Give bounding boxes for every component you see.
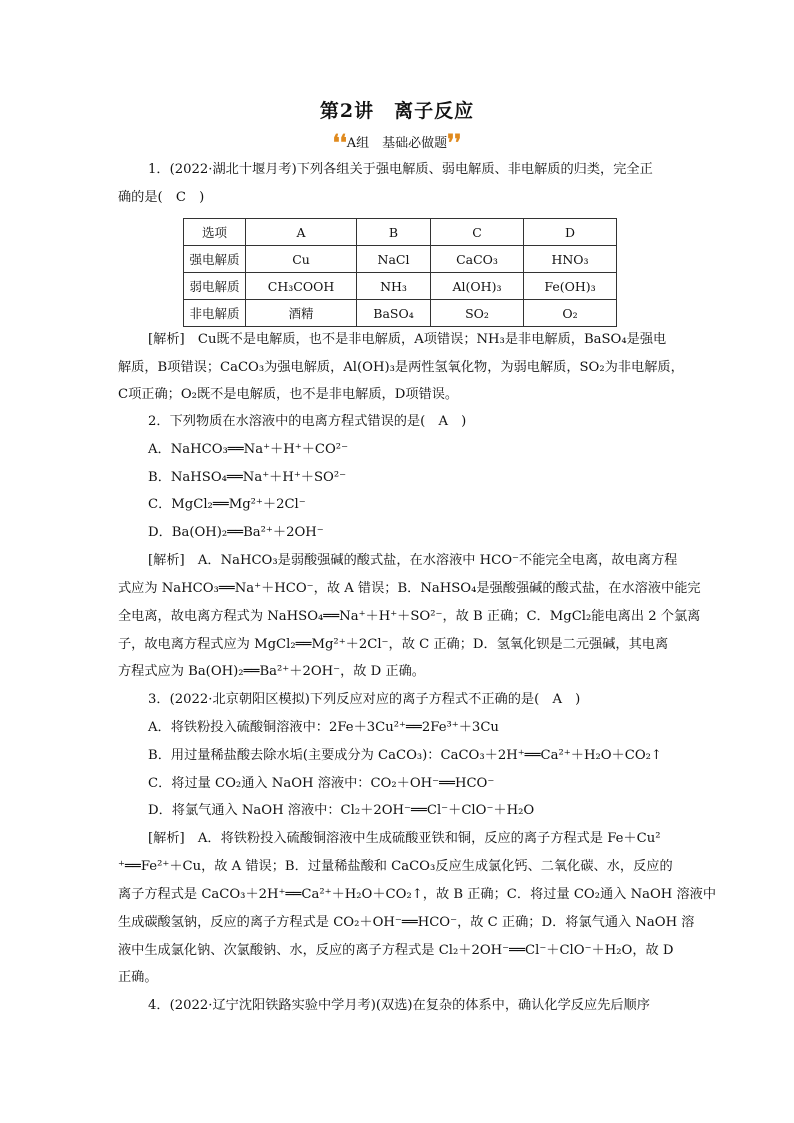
q3-analysis-line: 液中生成氯化钠、次氯酸钠、水，反应的离子方程式是 Cl₂＋2OH⁻══Cl⁻＋ClO⁻＋H₂O，故 D: [118, 943, 674, 958]
page-title: 第2讲 离子反应: [319, 100, 475, 122]
table-cell: 选项: [184, 219, 246, 246]
table-row: [184, 273, 617, 300]
table-cell: Al(OH)₃: [431, 273, 524, 300]
table-cell: 非电解质: [184, 300, 246, 327]
q1-stem-line1: 1．(2022·湖北十堰月考)下列各组关于强电解质、弱电解质、非电解质的归类，完全正: [148, 162, 653, 177]
table-cell: CaCO₃: [431, 246, 524, 273]
table-cell: 酒精: [246, 300, 357, 327]
table-cell: Fe(OH)₃: [524, 273, 617, 300]
table-cell: CH₃COOH: [246, 273, 357, 300]
table-cell: 强电解质: [184, 246, 246, 273]
q2-analysis-line: 全电离，故电离方程式为 NaHSO₄══Na⁺＋H⁺＋SO²⁻，故 B 正确；C．MgCl₂能电离出 2 个氯离: [118, 609, 701, 624]
q4-stem: 4．(2022·辽宁沈阳铁路实验中学月考)(双选)在复杂的体系中，确认化学反应先后顺序: [148, 998, 650, 1013]
q2-option-a: A．NaHCO₃══Na⁺＋H⁺＋CO²⁻: [148, 442, 349, 457]
table-cell: 弱电解质: [184, 273, 246, 300]
q1-analysis-line: [解析] Cu既不是电解质，也不是非电解质，A项错误；NH₃是非电解质，BaSO₄是强电: [148, 332, 667, 347]
q3-option-b: B．用过量稀盐酸去除水垢(主要成分为 CaCO₃)：CaCO₃＋2H⁺══Ca²⁺＋H₂O＋CO₂↑: [148, 748, 662, 763]
q3-analysis-line: 离子方程式是 CaCO₃＋2H⁺══Ca²⁺＋H₂O＋CO₂↑，故 B 正确；C．将过量 CO₂通入 NaOH 溶液中: [118, 887, 717, 902]
table-cell: Cu: [246, 246, 357, 273]
q3-analysis-line: [解析] A．将铁粉投入硫酸铜溶液中生成硫酸亚铁和铜，反应的离子方程式是 Fe＋Cu²: [148, 831, 661, 846]
table-cell: B: [357, 219, 431, 246]
q2-option-c: C．MgCl₂══Mg²⁺＋2Cl⁻: [148, 497, 306, 512]
table-cell: A: [246, 219, 357, 246]
q2-option-d: D．Ba(OH)₂══Ba²⁺＋2OH⁻: [148, 525, 324, 540]
q3-option-a: A．将铁粉投入硫酸铜溶液中：2Fe＋3Cu²⁺══2Fe³⁺＋3Cu: [148, 720, 499, 735]
table-cell: BaSO₄: [357, 300, 431, 327]
table-cell: SO₂: [431, 300, 524, 327]
table-row: [184, 246, 617, 273]
q1-stem-line2: 确的是( C ): [118, 190, 205, 205]
q3-analysis-line: 正确。: [118, 970, 158, 985]
q3-option-c: C．将过量 CO₂通入 NaOH 溶液中：CO₂＋OH⁻══HCO⁻: [148, 776, 495, 791]
close-quote-icon: ❜❜: [447, 130, 462, 156]
table-cell: NaCl: [357, 246, 431, 273]
table-header-row: [184, 219, 617, 246]
table-cell: C: [431, 219, 524, 246]
q2-analysis-line: 式应为 NaHCO₃══Na⁺＋HCO⁻，故 A 错误；B．NaHSO₄是强酸强碱的酸式盐，在水溶液中能完: [118, 581, 701, 596]
table-cell: HNO₃: [524, 246, 617, 273]
group-label: A组 基础必做题: [346, 136, 448, 151]
q2-stem: 2．下列物质在水溶液中的电离方程式错误的是( A ): [148, 414, 467, 429]
q2-analysis-line: 方程式应为 Ba(OH)₂══Ba²⁺＋2OH⁻，故 D 正确。: [118, 664, 425, 679]
q3-option-d: D．将氯气通入 NaOH 溶液中：Cl₂＋2OH⁻══Cl⁻＋ClO⁻＋H₂O: [148, 803, 535, 818]
q2-analysis-line: [解析] A．NaHCO₃是弱酸强碱的酸式盐，在水溶液中 HCO⁻不能完全电离，故电离方程: [148, 553, 678, 568]
q2-option-b: B．NaHSO₄══Na⁺＋H⁺＋SO²⁻: [148, 470, 347, 485]
q1-analysis-line: C项正确；O₂既不是电解质，也不是非电解质，D项错误。: [118, 387, 459, 402]
table-row: [184, 300, 617, 327]
group-banner: [0, 130, 794, 156]
q1-options-table: [183, 218, 617, 327]
q3-analysis-line: ⁺══Fe²⁺＋Cu，故 A 错误；B．过量稀盐酸和 CaCO₃反应生成氯化钙、二氧化碳、水，反应的: [118, 859, 673, 874]
q1-analysis-line: 解质，B项错误；CaCO₃为强电解质，Al(OH)₃是两性氢氧化物，为弱电解质，SO₂为非电解质，: [118, 360, 684, 375]
q2-analysis-line: 子，故电离方程式应为 MgCl₂══Mg²⁺＋2Cl⁻，故 C 正确；D．氢氧化钡是二元强碱，其电离: [118, 637, 669, 652]
table-cell: NH₃: [357, 273, 431, 300]
q3-stem: 3．(2022·北京朝阳区模拟)下列反应对应的离子方程式不正确的是( A ): [148, 692, 581, 707]
q3-analysis-line: 生成碳酸氢钠，反应的离子方程式是 CO₂＋OH⁻══HCO⁻，故 C 正确；D．将氯气通入 NaOH 溶: [118, 915, 695, 930]
table-cell: D: [524, 219, 617, 246]
open-quote-icon: ❛❛: [332, 130, 347, 156]
table-cell: O₂: [524, 300, 617, 327]
